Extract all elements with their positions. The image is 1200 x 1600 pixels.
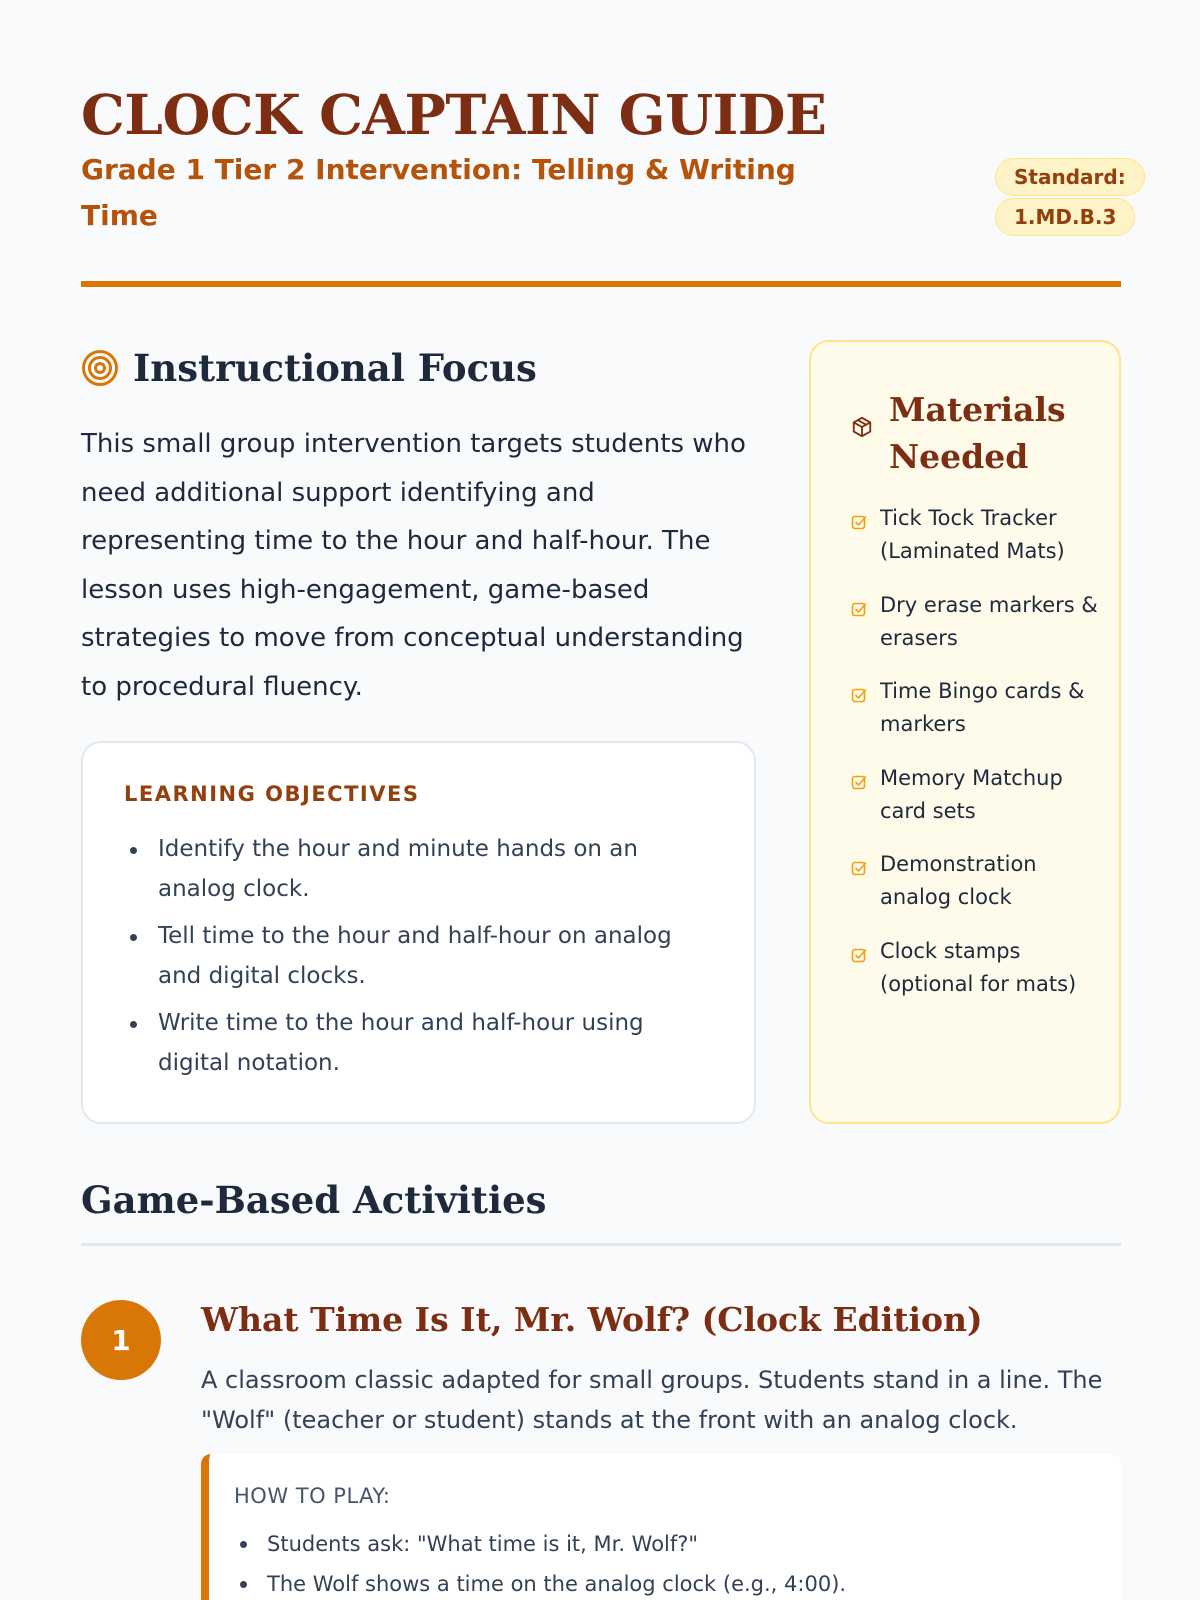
materials-card bbox=[809, 340, 1121, 1124]
header-divider bbox=[81, 281, 1121, 287]
activities-divider bbox=[81, 1243, 1121, 1246]
checkbox-icon bbox=[851, 860, 867, 880]
instructional-focus-text: This small group intervention targets students who need additional support identifying and representing time to the hour and half-hour. The lesson uses high-engagement, game-based strategies to move from conceptual understanding to procedural fluency. bbox=[81, 429, 746, 702]
standard-badge bbox=[995, 157, 1126, 237]
materials-title: Materials Needed bbox=[889, 390, 1066, 476]
box-icon bbox=[851, 416, 873, 442]
target-icon bbox=[81, 349, 119, 387]
standard-badge-label: Standard: 1.MD.B.3 bbox=[995, 158, 1145, 236]
how-to-play-step: Students ask: "What time is it, Mr. Wolf?" bbox=[267, 1524, 1107, 1564]
checkbox-icon bbox=[851, 774, 867, 794]
material-item bbox=[851, 935, 1111, 1022]
material-item bbox=[851, 848, 1111, 935]
activity-title: What Time Is It, Mr. Wolf? (Clock Edition) bbox=[201, 1300, 983, 1339]
material-label: Memory Matchup card sets bbox=[880, 765, 1063, 823]
material-item bbox=[851, 675, 1111, 762]
materials-list bbox=[851, 502, 1111, 1021]
learning-objectives-title: LEARNING OBJECTIVES bbox=[124, 782, 420, 806]
activity-number-badge: 1 bbox=[81, 1300, 161, 1380]
how-to-play-title: HOW TO PLAY: bbox=[234, 1484, 391, 1508]
checkbox-icon bbox=[851, 687, 867, 707]
how-to-play-list bbox=[267, 1524, 1107, 1600]
material-item bbox=[851, 589, 1111, 676]
page-subtitle: Grade 1 Tier 2 Intervention: Telling & Writing Time bbox=[81, 153, 796, 232]
material-label: Clock stamps (optional for mats) bbox=[880, 938, 1077, 996]
activities-title: Game-Based Activities bbox=[81, 1178, 547, 1222]
material-label: Tick Tock Tracker (Laminated Mats) bbox=[880, 506, 1065, 563]
instructional-focus-title: Instructional Focus bbox=[133, 346, 537, 390]
objective-item: Write time to the hour and half-hour using digital notation. bbox=[158, 1003, 718, 1083]
instructional-focus-heading bbox=[81, 340, 537, 396]
activity-description: A classroom classic adapted for small groups. Students stand in a line. The "Wolf" (teacher or student) stands at the front with an analog clock. bbox=[201, 1366, 1103, 1434]
checkbox-icon bbox=[851, 601, 867, 621]
how-to-play-step: The Wolf shows a time on the analog clock (e.g., 4:00). bbox=[267, 1564, 1107, 1600]
material-label: Demonstration analog clock bbox=[880, 852, 1037, 909]
page-title: CLOCK CAPTAIN GUIDE bbox=[81, 82, 827, 147]
material-item bbox=[851, 762, 1111, 849]
material-label: Time Bingo cards & markers bbox=[880, 679, 1085, 736]
objective-item: Identify the hour and minute hands on an analog clock. bbox=[158, 829, 718, 909]
material-item bbox=[851, 502, 1111, 589]
checkbox-icon bbox=[851, 514, 867, 534]
checkbox-icon bbox=[851, 947, 867, 967]
how-to-play-card bbox=[201, 1454, 1121, 1600]
learning-objectives-card bbox=[81, 741, 756, 1124]
material-label: Dry erase markers & erasers bbox=[880, 592, 1098, 650]
objective-item: Tell time to the hour and half-hour on analog and digital clocks. bbox=[158, 916, 718, 996]
learning-objectives-list bbox=[158, 829, 718, 1090]
lesson-guide bbox=[81, 0, 1126, 1600]
